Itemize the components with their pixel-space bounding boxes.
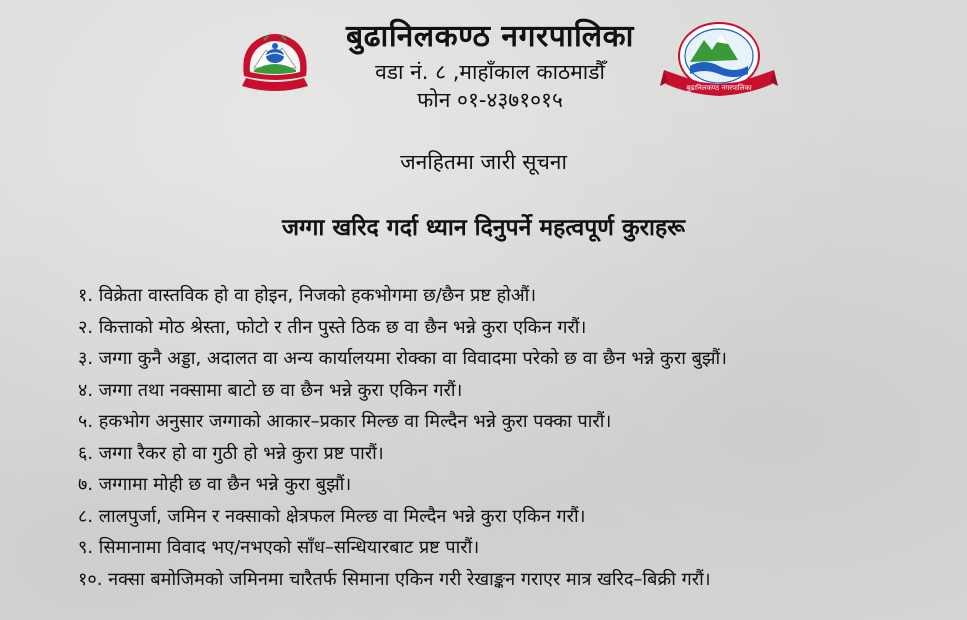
- list-item: ४. जग्गा तथा नक्सामा बाटो छ वा छैन भन्ने कुरा एकिन गरौं।: [78, 379, 463, 401]
- list-item: ६. जग्गा रैकर हो वा गुठी हो भन्ने कुरा प्रष्ट पारौं।: [78, 442, 384, 464]
- org-name: बुढानिलकण्ठ नगरपालिका: [346, 19, 634, 54]
- municipality-logo-text: बुढानिलकण्ठ नगरपालिका: [686, 84, 752, 92]
- list-item: ८. लालपुर्जा, जमिन र नक्साको क्षेत्रफल मिल्छ वा मिल्दैन भन्ने कुरा एकिन गरौं।: [78, 505, 586, 527]
- list-item: १०. नक्सा बमोजिमको जमिनमा चारैतर्फ सिमाना एकिन गरी रेखाङ्कन गराएर मात्र खरिद–बिक्री गरौं।: [78, 568, 711, 590]
- ward-address: वडा नं. ८ ,माहाँकाल काठमाडौँ: [375, 60, 605, 84]
- list-item: ७. जग्गामा मोही छ वा छैन भन्ने कुरा बुझौं।: [78, 474, 352, 495]
- phone-number: फोन ०१-४३७१०१५: [417, 88, 563, 112]
- list-item: २. कित्ताको मोठ श्रेस्ता, फोटो र तीन पुस्ते ठिक छ वा छैन भन्ने कुरा एकिन गरौं।: [78, 316, 587, 338]
- list-item: ३. जग्गा कुनै अड्डा, अदालत वा अन्य कार्यालयमा रोक्का वा विवादमा परेको छ वा छैन भन्ने कुरा बुझौं।: [78, 348, 727, 369]
- list-item: ९. सिमानामा विवाद भए/नभएको साँध–सन्धियारबाट प्रष्ट पारौं।: [78, 537, 480, 558]
- list-item: ५. हकभोग अनुसार जग्गाको आकार–प्रकार मिल्छ वा मिल्दैन भन्ने कुरा पक्का पारौं।: [78, 411, 612, 432]
- notice-type: जनहितमा जारी सूचना: [400, 150, 567, 174]
- points-list: [78, 280, 958, 595]
- notice-title: जग्गा खरिद गर्दा ध्यान दिनुपर्ने महत्वपूर्ण कुराहरू: [281, 215, 686, 241]
- list-item: १. विक्रेता वास्तविक हो वा होइन, निजको हकभोगमा छ/छैन प्रष्ट होऔं।: [78, 285, 537, 306]
